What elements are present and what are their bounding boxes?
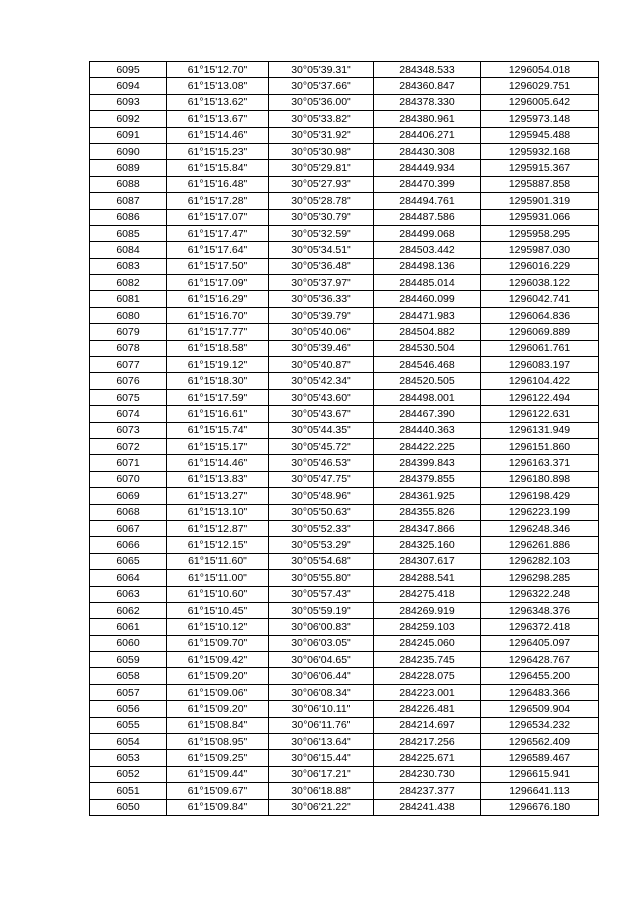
point-number-cell: 6071 [90, 455, 167, 471]
point-number-cell: 6066 [90, 537, 167, 553]
latitude-cell: 61°15'10.12" [167, 619, 269, 635]
table-row [90, 783, 599, 799]
table-row [90, 275, 599, 291]
y-coordinate-cell: 1296298.285 [481, 570, 599, 586]
longitude-cell: 30°05'55.80" [269, 570, 374, 586]
x-coordinate-cell: 284361.925 [374, 488, 481, 504]
x-coordinate-cell: 284449.934 [374, 160, 481, 176]
table-row [90, 635, 599, 651]
x-coordinate-cell: 284214.697 [374, 717, 481, 733]
y-coordinate-cell: 1296405.097 [481, 635, 599, 651]
longitude-cell: 30°05'57.43" [269, 586, 374, 602]
latitude-cell: 61°15'09.20" [167, 701, 269, 717]
x-coordinate-cell: 284494.761 [374, 193, 481, 209]
longitude-cell: 30°05'30.79" [269, 209, 374, 225]
table-row [90, 602, 599, 618]
point-number-cell: 6087 [90, 193, 167, 209]
table-row [90, 652, 599, 668]
table-row [90, 62, 599, 78]
latitude-cell: 61°15'09.84" [167, 799, 269, 815]
table-row [90, 389, 599, 405]
table-row [90, 668, 599, 684]
longitude-cell: 30°05'59.19" [269, 602, 374, 618]
latitude-cell: 61°15'17.77" [167, 324, 269, 340]
point-number-cell: 6079 [90, 324, 167, 340]
x-coordinate-cell: 284499.068 [374, 225, 481, 241]
longitude-cell: 30°06'06.44" [269, 668, 374, 684]
latitude-cell: 61°15'17.50" [167, 258, 269, 274]
latitude-cell: 61°15'17.64" [167, 242, 269, 258]
point-number-cell: 6051 [90, 783, 167, 799]
point-number-cell: 6086 [90, 209, 167, 225]
point-number-cell: 6088 [90, 176, 167, 192]
table-row [90, 471, 599, 487]
table-row [90, 701, 599, 717]
longitude-cell: 30°05'54.68" [269, 553, 374, 569]
latitude-cell: 61°15'13.27" [167, 488, 269, 504]
latitude-cell: 61°15'15.17" [167, 438, 269, 454]
x-coordinate-cell: 284399.843 [374, 455, 481, 471]
point-number-cell: 6075 [90, 389, 167, 405]
longitude-cell: 30°05'27.93" [269, 176, 374, 192]
y-coordinate-cell: 1296054.018 [481, 62, 599, 78]
point-number-cell: 6090 [90, 143, 167, 159]
longitude-cell: 30°05'39.46" [269, 340, 374, 356]
table-row [90, 520, 599, 536]
point-number-cell: 6093 [90, 94, 167, 110]
y-coordinate-cell: 1296131.949 [481, 422, 599, 438]
table-row [90, 537, 599, 553]
x-coordinate-cell: 284307.617 [374, 553, 481, 569]
y-coordinate-cell: 1296348.376 [481, 602, 599, 618]
y-coordinate-cell: 1296005.642 [481, 94, 599, 110]
table-row [90, 438, 599, 454]
x-coordinate-cell: 284228.075 [374, 668, 481, 684]
latitude-cell: 61°15'12.70" [167, 62, 269, 78]
table-row [90, 127, 599, 143]
point-number-cell: 6067 [90, 520, 167, 536]
coordinates-table-body [90, 62, 599, 816]
latitude-cell: 61°15'13.08" [167, 78, 269, 94]
x-coordinate-cell: 284485.014 [374, 275, 481, 291]
latitude-cell: 61°15'15.84" [167, 160, 269, 176]
point-number-cell: 6055 [90, 717, 167, 733]
x-coordinate-cell: 284430.308 [374, 143, 481, 159]
point-number-cell: 6063 [90, 586, 167, 602]
longitude-cell: 30°05'28.78" [269, 193, 374, 209]
y-coordinate-cell: 1296151.860 [481, 438, 599, 454]
longitude-cell: 30°05'31.92" [269, 127, 374, 143]
longitude-cell: 30°06'18.88" [269, 783, 374, 799]
latitude-cell: 61°15'17.28" [167, 193, 269, 209]
y-coordinate-cell: 1296248.346 [481, 520, 599, 536]
y-coordinate-cell: 1296676.180 [481, 799, 599, 815]
longitude-cell: 30°05'43.60" [269, 389, 374, 405]
longitude-cell: 30°05'40.87" [269, 357, 374, 373]
latitude-cell: 61°15'09.44" [167, 766, 269, 782]
point-number-cell: 6078 [90, 340, 167, 356]
point-number-cell: 6082 [90, 275, 167, 291]
latitude-cell: 61°15'09.70" [167, 635, 269, 651]
x-coordinate-cell: 284259.103 [374, 619, 481, 635]
x-coordinate-cell: 284498.001 [374, 389, 481, 405]
latitude-cell: 61°15'16.48" [167, 176, 269, 192]
y-coordinate-cell: 1295901.319 [481, 193, 599, 209]
x-coordinate-cell: 284440.363 [374, 422, 481, 438]
longitude-cell: 30°06'08.34" [269, 684, 374, 700]
table-row [90, 406, 599, 422]
table-row [90, 504, 599, 520]
longitude-cell: 30°05'40.06" [269, 324, 374, 340]
x-coordinate-cell: 284471.983 [374, 307, 481, 323]
point-number-cell: 6095 [90, 62, 167, 78]
y-coordinate-cell: 1296042.741 [481, 291, 599, 307]
latitude-cell: 61°15'18.58" [167, 340, 269, 356]
x-coordinate-cell: 284406.271 [374, 127, 481, 143]
table-row [90, 291, 599, 307]
longitude-cell: 30°05'53.29" [269, 537, 374, 553]
latitude-cell: 61°15'09.20" [167, 668, 269, 684]
longitude-cell: 30°05'44.35" [269, 422, 374, 438]
y-coordinate-cell: 1296483.366 [481, 684, 599, 700]
latitude-cell: 61°15'12.15" [167, 537, 269, 553]
point-number-cell: 6061 [90, 619, 167, 635]
y-coordinate-cell: 1295973.148 [481, 111, 599, 127]
latitude-cell: 61°15'17.07" [167, 209, 269, 225]
longitude-cell: 30°05'46.53" [269, 455, 374, 471]
x-coordinate-cell: 284347.866 [374, 520, 481, 536]
latitude-cell: 61°15'15.23" [167, 143, 269, 159]
y-coordinate-cell: 1296282.103 [481, 553, 599, 569]
y-coordinate-cell: 1296509.904 [481, 701, 599, 717]
latitude-cell: 61°15'18.30" [167, 373, 269, 389]
table-row [90, 160, 599, 176]
y-coordinate-cell: 1296322.248 [481, 586, 599, 602]
y-coordinate-cell: 1296064.836 [481, 307, 599, 323]
latitude-cell: 61°15'14.46" [167, 127, 269, 143]
latitude-cell: 61°15'11.60" [167, 553, 269, 569]
table-row [90, 340, 599, 356]
longitude-cell: 30°05'36.00" [269, 94, 374, 110]
y-coordinate-cell: 1296372.418 [481, 619, 599, 635]
latitude-cell: 61°15'13.67" [167, 111, 269, 127]
point-number-cell: 6068 [90, 504, 167, 520]
y-coordinate-cell: 1295887.858 [481, 176, 599, 192]
point-number-cell: 6062 [90, 602, 167, 618]
y-coordinate-cell: 1295945.488 [481, 127, 599, 143]
table-row [90, 750, 599, 766]
point-number-cell: 6080 [90, 307, 167, 323]
longitude-cell: 30°06'17.21" [269, 766, 374, 782]
point-number-cell: 6091 [90, 127, 167, 143]
y-coordinate-cell: 1295958.295 [481, 225, 599, 241]
latitude-cell: 61°15'09.42" [167, 652, 269, 668]
y-coordinate-cell: 1296038.122 [481, 275, 599, 291]
x-coordinate-cell: 284245.060 [374, 635, 481, 651]
x-coordinate-cell: 284460.099 [374, 291, 481, 307]
point-number-cell: 6074 [90, 406, 167, 422]
x-coordinate-cell: 284530.504 [374, 340, 481, 356]
table-row [90, 176, 599, 192]
x-coordinate-cell: 284237.377 [374, 783, 481, 799]
latitude-cell: 61°15'13.10" [167, 504, 269, 520]
latitude-cell: 61°15'09.67" [167, 783, 269, 799]
table-row [90, 324, 599, 340]
longitude-cell: 30°06'03.05" [269, 635, 374, 651]
latitude-cell: 61°15'19.12" [167, 357, 269, 373]
latitude-cell: 61°15'16.61" [167, 406, 269, 422]
x-coordinate-cell: 284226.481 [374, 701, 481, 717]
point-number-cell: 6057 [90, 684, 167, 700]
point-number-cell: 6083 [90, 258, 167, 274]
x-coordinate-cell: 284355.826 [374, 504, 481, 520]
x-coordinate-cell: 284467.390 [374, 406, 481, 422]
table-row [90, 586, 599, 602]
y-coordinate-cell: 1296589.467 [481, 750, 599, 766]
latitude-cell: 61°15'13.83" [167, 471, 269, 487]
longitude-cell: 30°05'32.59" [269, 225, 374, 241]
longitude-cell: 30°05'33.82" [269, 111, 374, 127]
latitude-cell: 61°15'17.59" [167, 389, 269, 405]
table-row [90, 684, 599, 700]
latitude-cell: 61°15'17.09" [167, 275, 269, 291]
longitude-cell: 30°05'37.66" [269, 78, 374, 94]
longitude-cell: 30°06'04.65" [269, 652, 374, 668]
table-row [90, 357, 599, 373]
y-coordinate-cell: 1296180.898 [481, 471, 599, 487]
longitude-cell: 30°05'36.33" [269, 291, 374, 307]
x-coordinate-cell: 284498.136 [374, 258, 481, 274]
point-number-cell: 6089 [90, 160, 167, 176]
point-number-cell: 6065 [90, 553, 167, 569]
longitude-cell: 30°05'36.48" [269, 258, 374, 274]
point-number-cell: 6077 [90, 357, 167, 373]
y-coordinate-cell: 1295987.030 [481, 242, 599, 258]
y-coordinate-cell: 1296428.767 [481, 652, 599, 668]
longitude-cell: 30°06'15.44" [269, 750, 374, 766]
point-number-cell: 6084 [90, 242, 167, 258]
x-coordinate-cell: 284223.001 [374, 684, 481, 700]
table-row [90, 619, 599, 635]
x-coordinate-cell: 284325.160 [374, 537, 481, 553]
longitude-cell: 30°06'13.64" [269, 734, 374, 750]
x-coordinate-cell: 284275.418 [374, 586, 481, 602]
table-row [90, 373, 599, 389]
longitude-cell: 30°05'34.51" [269, 242, 374, 258]
point-number-cell: 6050 [90, 799, 167, 815]
latitude-cell: 61°15'10.45" [167, 602, 269, 618]
x-coordinate-cell: 284288.541 [374, 570, 481, 586]
table-row [90, 422, 599, 438]
x-coordinate-cell: 284504.882 [374, 324, 481, 340]
table-row [90, 143, 599, 159]
y-coordinate-cell: 1296163.371 [481, 455, 599, 471]
x-coordinate-cell: 284360.847 [374, 78, 481, 94]
longitude-cell: 30°05'39.31" [269, 62, 374, 78]
latitude-cell: 61°15'15.74" [167, 422, 269, 438]
latitude-cell: 61°15'16.70" [167, 307, 269, 323]
longitude-cell: 30°05'37.97" [269, 275, 374, 291]
table-row [90, 570, 599, 586]
point-number-cell: 6058 [90, 668, 167, 684]
point-number-cell: 6069 [90, 488, 167, 504]
y-coordinate-cell: 1296122.631 [481, 406, 599, 422]
longitude-cell: 30°05'47.75" [269, 471, 374, 487]
point-number-cell: 6064 [90, 570, 167, 586]
x-coordinate-cell: 284378.330 [374, 94, 481, 110]
longitude-cell: 30°05'52.33" [269, 520, 374, 536]
table-row [90, 455, 599, 471]
x-coordinate-cell: 284470.399 [374, 176, 481, 192]
latitude-cell: 61°15'09.06" [167, 684, 269, 700]
y-coordinate-cell: 1296083.197 [481, 357, 599, 373]
x-coordinate-cell: 284487.586 [374, 209, 481, 225]
y-coordinate-cell: 1296641.113 [481, 783, 599, 799]
point-number-cell: 6094 [90, 78, 167, 94]
y-coordinate-cell: 1296562.409 [481, 734, 599, 750]
latitude-cell: 61°15'11.00" [167, 570, 269, 586]
coordinates-table [89, 61, 599, 816]
table-row [90, 225, 599, 241]
y-coordinate-cell: 1296198.429 [481, 488, 599, 504]
table-row [90, 193, 599, 209]
table-row [90, 94, 599, 110]
x-coordinate-cell: 284269.919 [374, 602, 481, 618]
latitude-cell: 61°15'14.46" [167, 455, 269, 471]
table-row [90, 717, 599, 733]
point-number-cell: 6060 [90, 635, 167, 651]
point-number-cell: 6072 [90, 438, 167, 454]
point-number-cell: 6059 [90, 652, 167, 668]
y-coordinate-cell: 1296615.941 [481, 766, 599, 782]
point-number-cell: 6076 [90, 373, 167, 389]
y-coordinate-cell: 1296455.200 [481, 668, 599, 684]
point-number-cell: 6085 [90, 225, 167, 241]
table-row [90, 766, 599, 782]
point-number-cell: 6056 [90, 701, 167, 717]
x-coordinate-cell: 284348.533 [374, 62, 481, 78]
y-coordinate-cell: 1296016.229 [481, 258, 599, 274]
y-coordinate-cell: 1296104.422 [481, 373, 599, 389]
longitude-cell: 30°05'42.34" [269, 373, 374, 389]
x-coordinate-cell: 284230.730 [374, 766, 481, 782]
latitude-cell: 61°15'08.84" [167, 717, 269, 733]
longitude-cell: 30°06'10.11" [269, 701, 374, 717]
latitude-cell: 61°15'13.62" [167, 94, 269, 110]
table-row [90, 78, 599, 94]
table-row [90, 242, 599, 258]
latitude-cell: 61°15'09.25" [167, 750, 269, 766]
longitude-cell: 30°05'50.63" [269, 504, 374, 520]
longitude-cell: 30°05'39.79" [269, 307, 374, 323]
point-number-cell: 6073 [90, 422, 167, 438]
longitude-cell: 30°06'00.83" [269, 619, 374, 635]
longitude-cell: 30°05'29.81" [269, 160, 374, 176]
x-coordinate-cell: 284422.225 [374, 438, 481, 454]
y-coordinate-cell: 1295931.066 [481, 209, 599, 225]
longitude-cell: 30°05'48.96" [269, 488, 374, 504]
longitude-cell: 30°06'11.76" [269, 717, 374, 733]
y-coordinate-cell: 1295932.168 [481, 143, 599, 159]
x-coordinate-cell: 284546.468 [374, 357, 481, 373]
table-row [90, 258, 599, 274]
x-coordinate-cell: 284217.256 [374, 734, 481, 750]
latitude-cell: 61°15'10.60" [167, 586, 269, 602]
latitude-cell: 61°15'16.29" [167, 291, 269, 307]
latitude-cell: 61°15'12.87" [167, 520, 269, 536]
table-row [90, 488, 599, 504]
latitude-cell: 61°15'17.47" [167, 225, 269, 241]
x-coordinate-cell: 284380.961 [374, 111, 481, 127]
y-coordinate-cell: 1296061.761 [481, 340, 599, 356]
y-coordinate-cell: 1296534.232 [481, 717, 599, 733]
x-coordinate-cell: 284225.671 [374, 750, 481, 766]
latitude-cell: 61°15'08.95" [167, 734, 269, 750]
point-number-cell: 6053 [90, 750, 167, 766]
longitude-cell: 30°05'30.98" [269, 143, 374, 159]
longitude-cell: 30°05'45.72" [269, 438, 374, 454]
x-coordinate-cell: 284520.505 [374, 373, 481, 389]
y-coordinate-cell: 1296069.889 [481, 324, 599, 340]
point-number-cell: 6052 [90, 766, 167, 782]
y-coordinate-cell: 1295915.367 [481, 160, 599, 176]
table-row [90, 111, 599, 127]
table-row [90, 209, 599, 225]
y-coordinate-cell: 1296122.494 [481, 389, 599, 405]
point-number-cell: 6070 [90, 471, 167, 487]
point-number-cell: 6092 [90, 111, 167, 127]
table-row [90, 799, 599, 815]
x-coordinate-cell: 284503.442 [374, 242, 481, 258]
x-coordinate-cell: 284379.855 [374, 471, 481, 487]
point-number-cell: 6054 [90, 734, 167, 750]
y-coordinate-cell: 1296029.751 [481, 78, 599, 94]
table-row [90, 553, 599, 569]
longitude-cell: 30°06'21.22" [269, 799, 374, 815]
y-coordinate-cell: 1296223.199 [481, 504, 599, 520]
x-coordinate-cell: 284241.438 [374, 799, 481, 815]
table-row [90, 734, 599, 750]
x-coordinate-cell: 284235.745 [374, 652, 481, 668]
table-row [90, 307, 599, 323]
y-coordinate-cell: 1296261.886 [481, 537, 599, 553]
point-number-cell: 6081 [90, 291, 167, 307]
longitude-cell: 30°05'43.67" [269, 406, 374, 422]
